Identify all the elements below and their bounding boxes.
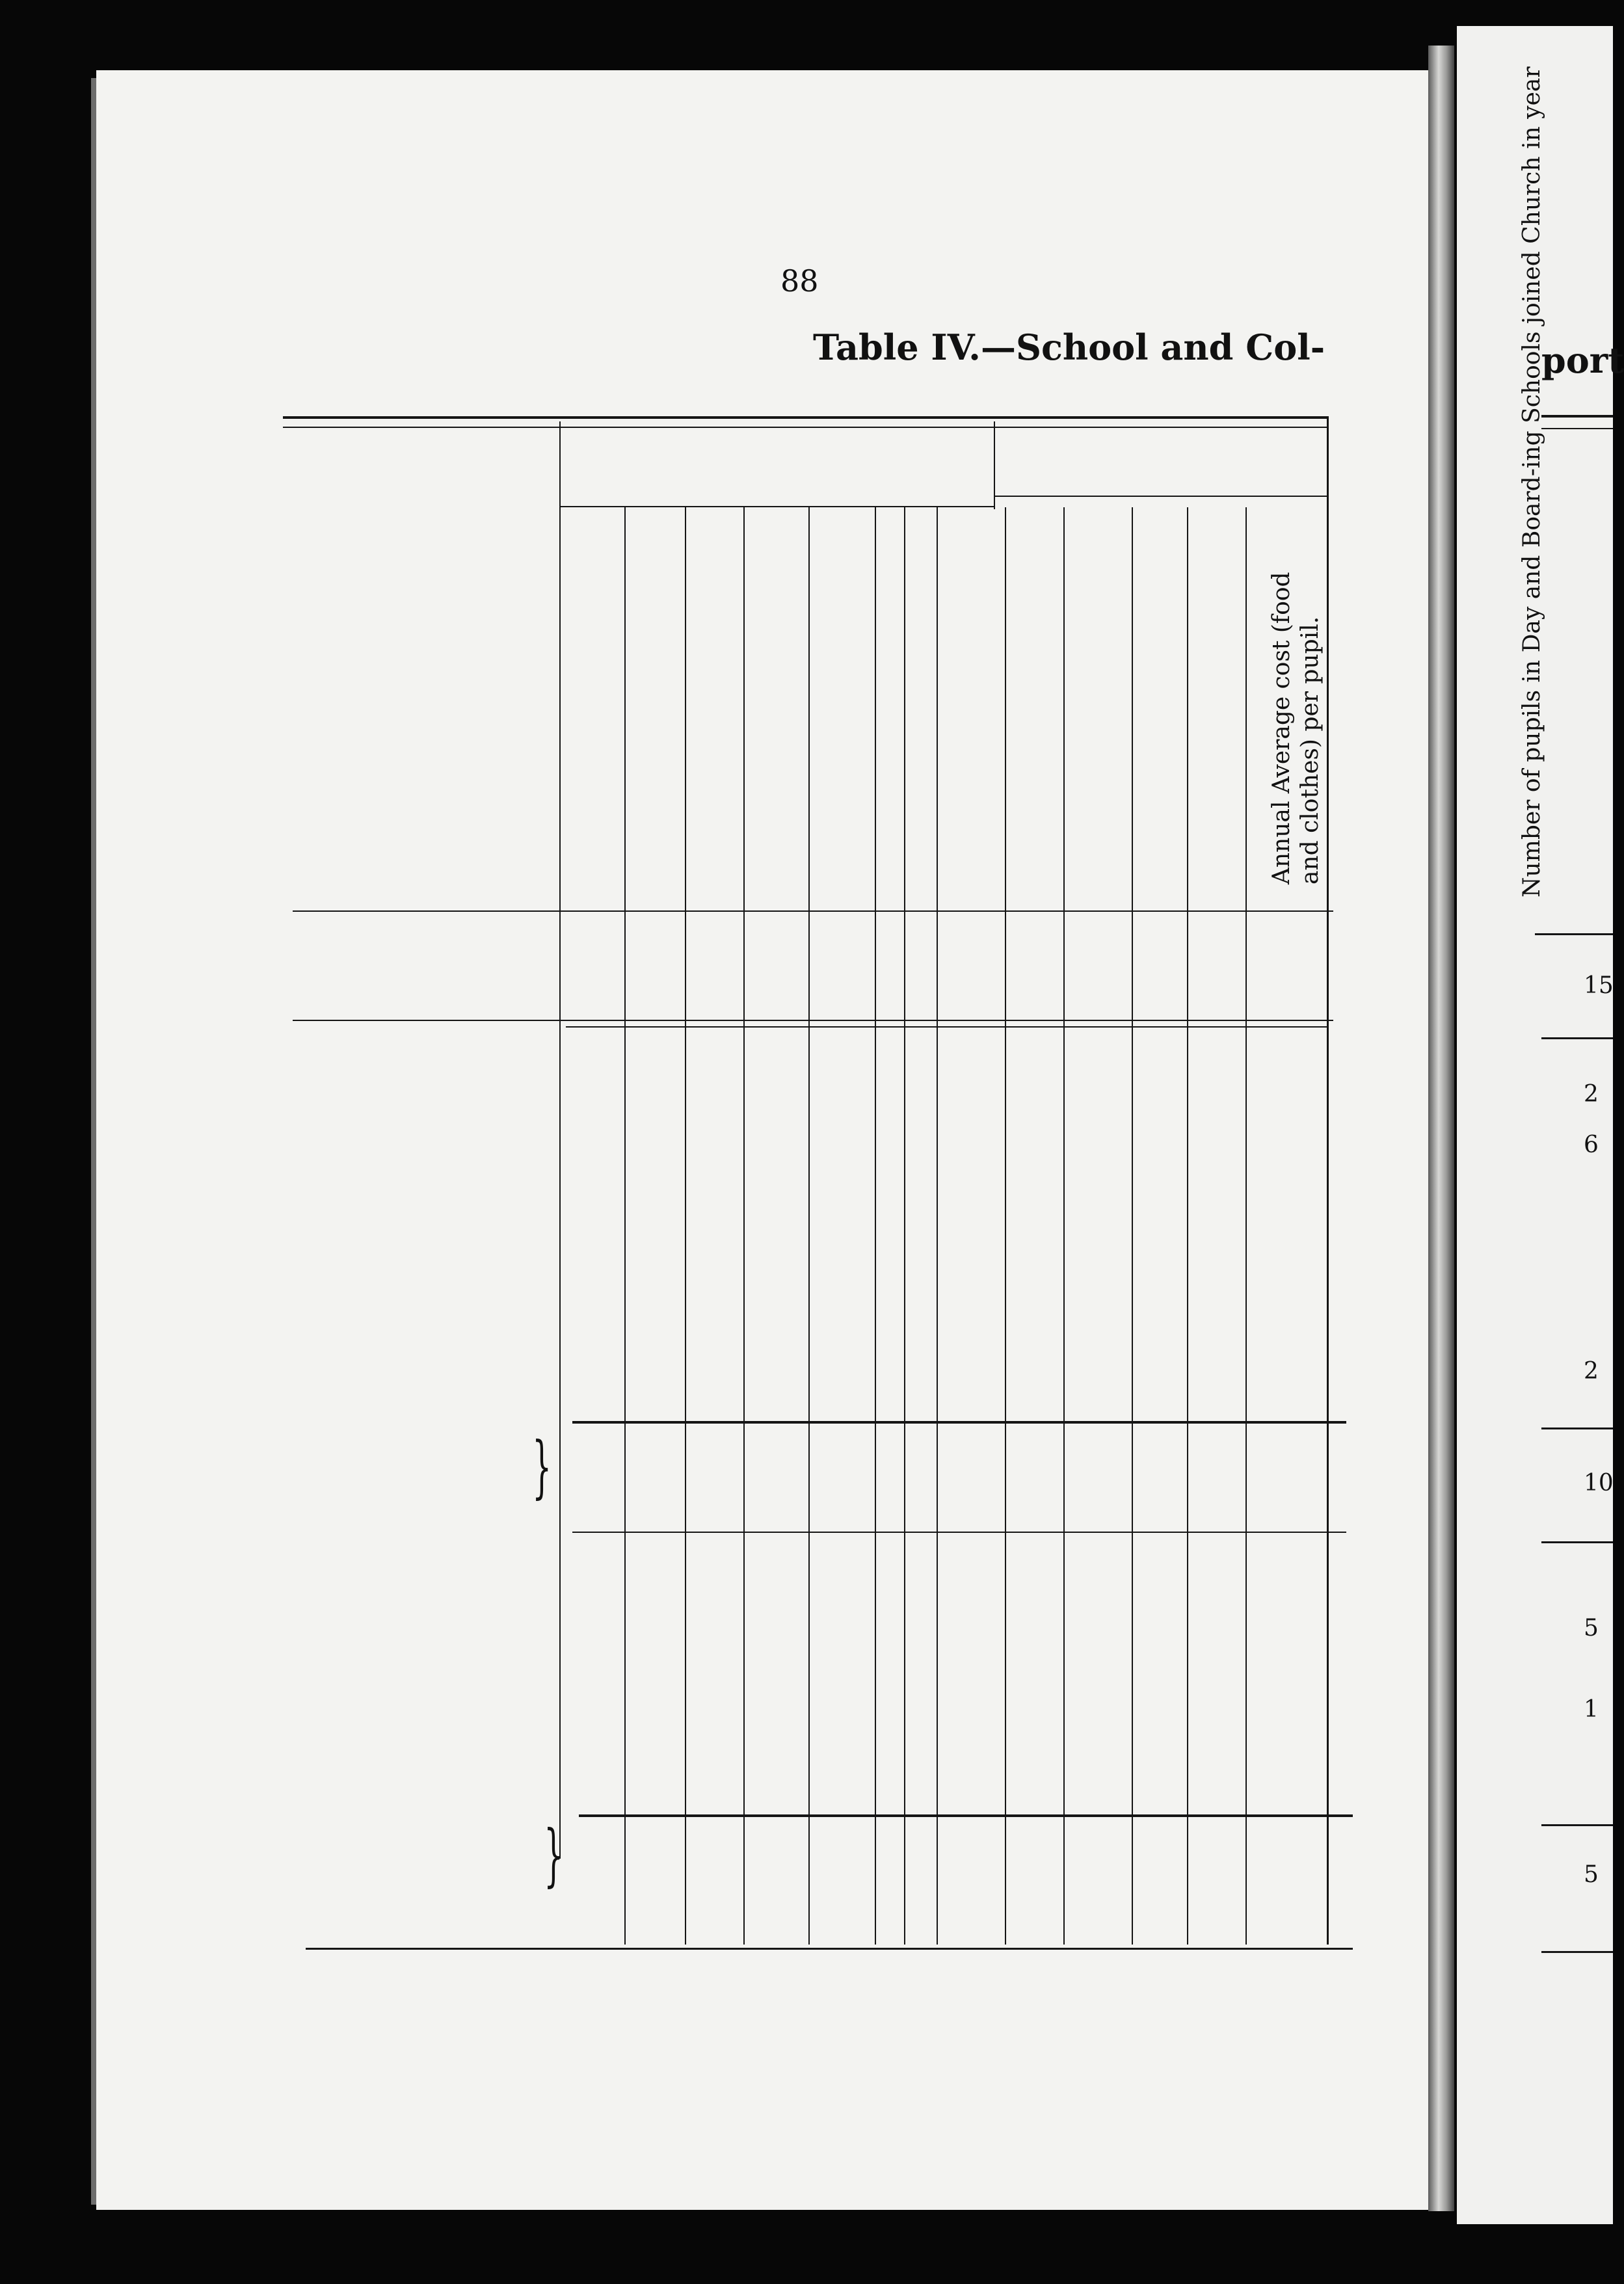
table-bottom-rule	[306, 1948, 1353, 1950]
table-right-rule	[1327, 416, 1329, 1945]
right-page-value: 5	[1584, 1861, 1599, 1888]
boarding-schools-underline	[995, 496, 1327, 497]
section2-total-rule	[579, 1814, 1353, 1817]
right-page-value: 2	[1584, 1081, 1599, 1108]
column-rule	[685, 507, 686, 1945]
right-page-rule	[1541, 1428, 1613, 1429]
right-page-rule	[1541, 1037, 1613, 1039]
right-page-value: 10	[1584, 1470, 1614, 1496]
book-fold	[1428, 46, 1454, 2211]
header-bottom-rule	[293, 910, 1333, 912]
column-rule	[1063, 507, 1065, 1945]
total1-bottom-rule	[572, 1532, 1346, 1533]
column-rule	[559, 421, 561, 1859]
column-rule	[1245, 507, 1247, 1945]
book-page	[96, 70, 1446, 2210]
column-header: and clothes) per pupil.	[1297, 616, 1324, 884]
column-rule	[743, 507, 745, 1945]
column-rule	[1187, 507, 1188, 1945]
right-page-rule	[1541, 1824, 1613, 1826]
column-rule	[624, 507, 626, 1945]
right-page-value: 2	[1584, 1358, 1599, 1385]
brace: }	[532, 1427, 552, 1506]
grand-totals-rule-2	[566, 1026, 1327, 1028]
right-page-rule	[1541, 1951, 1613, 1953]
group-divider-rule	[994, 421, 995, 509]
right-page-value: 1	[1584, 1696, 1599, 1723]
column-rule	[808, 507, 810, 1945]
table-top-rule-thin	[283, 427, 1327, 428]
column-rule	[937, 507, 938, 1945]
brace: }	[544, 1815, 563, 1894]
right-page-column-header: Number of pupils in Day and Board-ing Schools joined Church in year	[1519, 66, 1545, 897]
column-rule	[1132, 507, 1133, 1945]
right-page-value: 5	[1584, 1615, 1599, 1641]
right-page-value: 6	[1584, 1132, 1599, 1158]
right-page-fragment	[1457, 26, 1624, 2224]
table-top-rule	[283, 416, 1327, 419]
column-rule	[875, 507, 876, 1945]
section1-total-rule	[572, 1421, 1346, 1424]
page-number: 88	[780, 263, 819, 299]
right-page-value: 15	[1584, 972, 1614, 999]
table-title: Table IV.—School and Col-	[813, 326, 1325, 368]
right-page-rule	[1541, 1541, 1613, 1543]
column-rule	[1005, 507, 1006, 1945]
column-rule	[904, 507, 905, 1945]
right-page-title: port	[1541, 339, 1624, 381]
grand-totals-rule	[293, 1020, 1333, 1021]
column-header: Annual Average cost (food	[1268, 572, 1295, 884]
